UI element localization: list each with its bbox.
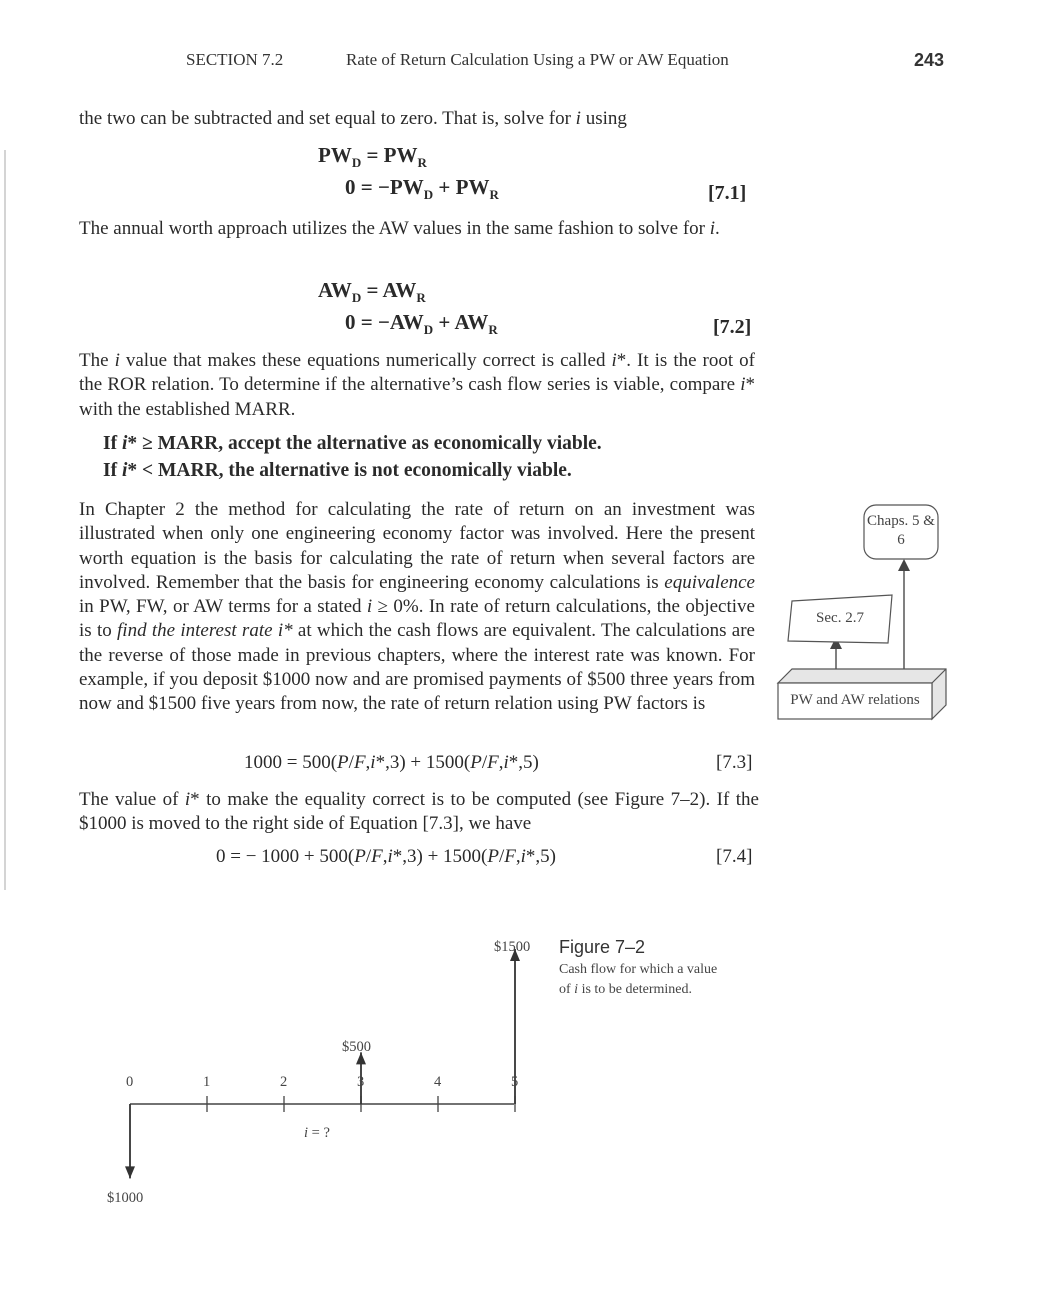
cash-flow-diagram	[90, 930, 550, 1220]
period-label-5: 5	[511, 1074, 519, 1090]
arrow-head-chapters	[898, 559, 910, 571]
running-header-title: Rate of Return Calculation Using a PW or AW Equation	[346, 50, 729, 69]
interest-rate-label: i = ?	[304, 1125, 330, 1141]
margin-base-label: PW and AW relations	[790, 692, 920, 708]
period-label-2: 2	[280, 1074, 288, 1090]
cash-label-1000: $1000	[107, 1190, 144, 1206]
margin-section-label: Sec. 2.7	[816, 610, 864, 626]
period-label-3: 3	[357, 1074, 365, 1090]
chapter2-paragraph: In Chapter 2 the method for calculating the rate of return on an investment was illustrated when only one engineering economy factor was involved. Here the present worth equation is the basis for calculating the rate of return when several factors are involved. Remember that the basis for engineering economy calculations is equivalence in PW, FW, or AW terms for a stated i ≥ 0%. In rate of return calculations, the objective is to find the interest rate i* at which the cash flows are equivalent. The calculations are the reverse of those made in previous chapters, where the interest rate was known. For example, if you deposit $1000 now and are promised payments of $500 three years from now and $1500 five years from now, the rate of return relation using PW factors is	[79, 499, 755, 715]
cash-label-1500: $1500	[494, 939, 531, 955]
intro-line: the two can be subtracted and set equal to zero. That is, solve for i using	[79, 108, 627, 129]
margin-chapters-label: Chaps. 5 & 6	[867, 513, 935, 548]
period-label-0: 0	[126, 1074, 134, 1090]
period-label-1: 1	[203, 1074, 211, 1090]
scan-edge-shadow	[4, 150, 6, 890]
figure-caption: Cash flow for which a value of i is to be determined.	[559, 962, 718, 997]
decision-rule-accept: If i* ≥ MARR, accept the alternative as economically viable.	[103, 433, 602, 454]
equation-pw-zero: $0 = -PW_D + PW_R$	[345, 175, 499, 203]
value-paragraph: The value of i* to make the equality correct is to be computed (see Figure 7–2). If the $1000 is moved to the right side of Equation [7.3], we have	[79, 789, 759, 835]
running-header-section: SECTION 7.2	[186, 50, 284, 69]
equation-7-4: 0 = − 1000 + 500(P/F,i*,3) + 1500(P/F,i*,5)	[216, 846, 556, 867]
equation-number-7-1: [7.1]	[708, 182, 747, 204]
equation-number-7-2: [7.2]	[713, 316, 752, 338]
equation-number-7-4: [7.4]	[716, 846, 753, 867]
figure-title: Figure 7–2	[559, 937, 646, 957]
aw-paragraph: The annual worth approach utilizes the AW values in the same fashion to solve for i.	[79, 218, 720, 239]
equation-aw-equal: $AW_D = AW_R$	[318, 278, 426, 306]
cash-flow-arrowhead-period-0	[125, 1166, 135, 1178]
cash-label-500: $500	[342, 1039, 371, 1055]
equation-number-7-3: [7.3]	[716, 752, 753, 773]
page-number: 243	[914, 50, 945, 70]
period-label-4: 4	[434, 1074, 442, 1090]
decision-rule-reject: If i* < MARR, the alternative is not economically viable.	[103, 460, 572, 481]
equation-7-3: 1000 = 500(P/F,i*,3) + 1500(P/F,i*,5)	[244, 752, 539, 773]
equation-aw-zero: $0 = -AW_D + AW_R$	[345, 310, 498, 338]
istar-paragraph: The i value that makes these equations numerically correct is called i*. It is the root of the ROR relation. To determine if the alternative’s cash flow series is viable, compare i* with the established MARR.	[79, 350, 755, 420]
equation-pw-equal: $PW_D = PW_R$	[318, 143, 427, 171]
